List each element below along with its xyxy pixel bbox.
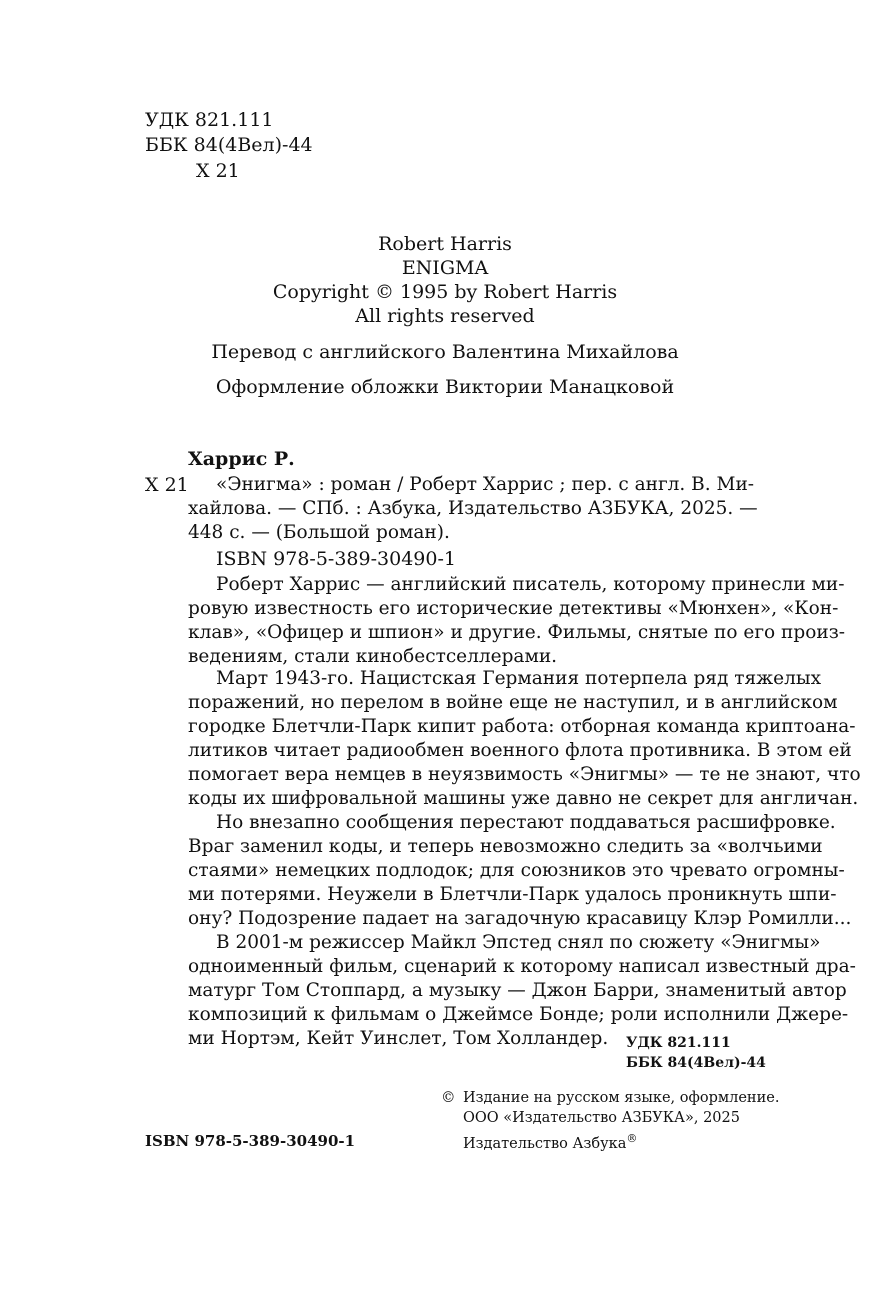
original-copyright: Copyright © 1995 by Robert Harris	[272, 281, 618, 303]
footer-publisher: Издательство Азбука	[463, 1135, 627, 1152]
annotation-line: В 2001-м режиссер Майкл Эпстед снял по сюжету «Энигмы»	[216, 932, 821, 953]
annotation-line: клав», «Офицер и шпион» и другие. Фильмы, снятые по его произ-	[188, 622, 846, 643]
annotation-line: городке Блетчли-Парк кипит работа: отборная команда криптоана-	[188, 716, 856, 737]
annotation-line: матург Том Стоппард, а музыку — Джон Барри, знаменитый автор	[188, 980, 847, 1001]
annotation-line: Но внезапно сообщения перестают поддаваться расшифровке.	[216, 812, 836, 833]
rights-reserved: All rights reserved	[355, 305, 535, 327]
annotation-line: композиций к фильмам о Джеймсе Бонде; роли исполнили Джере-	[188, 1004, 849, 1025]
translation-credit: Перевод с английского Валентина Михайлова	[211, 341, 679, 363]
annotation-line: помогает вера немцев в неуязвимость «Энигмы» — те не знают, что	[188, 764, 861, 785]
annotation-line: ми Нортэм, Кейт Уинслет, Том Холландер.	[188, 1028, 609, 1049]
catalog-desc-line: хайлова. — СПб. : Азбука, Издательство АЗБУКА, 2025. —	[188, 498, 758, 519]
original-author: Robert Harris	[378, 233, 512, 255]
annotation-line: Роберт Харрис — английский писатель, которому принесли ми-	[216, 574, 845, 595]
annotation-line: коды их шифровальной машины уже давно не секрет для англичан.	[188, 788, 859, 809]
registered-mark: ®	[626, 1132, 638, 1145]
udk-small: УДК 821.111	[626, 1035, 731, 1051]
annotation-line: литиков читает радиообмен военного флота противника. В этом ей	[188, 740, 852, 761]
annotation-line: ми потерями. Неужели в Блетчли-Парк удалось проникнуть шпи-	[188, 884, 837, 905]
footer-line	[463, 1129, 637, 1154]
catalog-code: Х 21	[145, 474, 189, 496]
bbk-small: ББК 84(4Вел)-44	[626, 1055, 766, 1071]
annotation-line: Враг заменил коды, и теперь невозможно следить за «волчьими	[188, 836, 823, 857]
annotation-line: ровую известность его исторические детективы «Мюнхен», «Кон-	[188, 598, 839, 619]
catalog-author-heading: Харрис Р.	[188, 448, 295, 470]
udk-code: УДК 821.111	[145, 109, 274, 131]
footer-isbn: ISBN 978-5-389-30490-1	[145, 1132, 356, 1150]
cover-credit: Оформление обложки Виктории Манацковой	[215, 376, 675, 398]
annotation-line: ведениям, стали кинобестселлерами.	[188, 646, 558, 667]
catalog-isbn: ISBN 978-5-389-30490-1	[216, 548, 456, 570]
footer-line: Издание на русском языке, оформление.	[463, 1090, 780, 1106]
author-mark: Х 21	[196, 160, 240, 182]
annotation-line: ону? Подозрение падает на загадочную красавицу Клэр Ромилли...	[188, 908, 852, 929]
annotation-line: одноименный фильм, сценарий к которому написал известный дра-	[188, 956, 856, 977]
bbk-code: ББК 84(4Вел)-44	[145, 134, 313, 156]
annotation-line: поражений, но перелом в войне еще не наступил, и в английском	[188, 692, 838, 713]
footer-line: ООО «Издательство АЗБУКА», 2025	[463, 1110, 740, 1126]
annotation-line: Март 1943-го. Нацистская Германия потерпела ряд тяжелых	[216, 668, 822, 689]
copyright-symbol: ©	[441, 1090, 456, 1106]
annotation-line: стаями» немецких подлодок; для союзников это чревато огромны-	[188, 860, 845, 881]
catalog-desc-line: «Энигма» : роман / Роберт Харрис ; пер. с англ. В. Ми-	[216, 474, 755, 495]
original-title: ENIGMA	[401, 257, 489, 279]
catalog-desc-line: 448 с. — (Большой роман).	[188, 522, 450, 543]
